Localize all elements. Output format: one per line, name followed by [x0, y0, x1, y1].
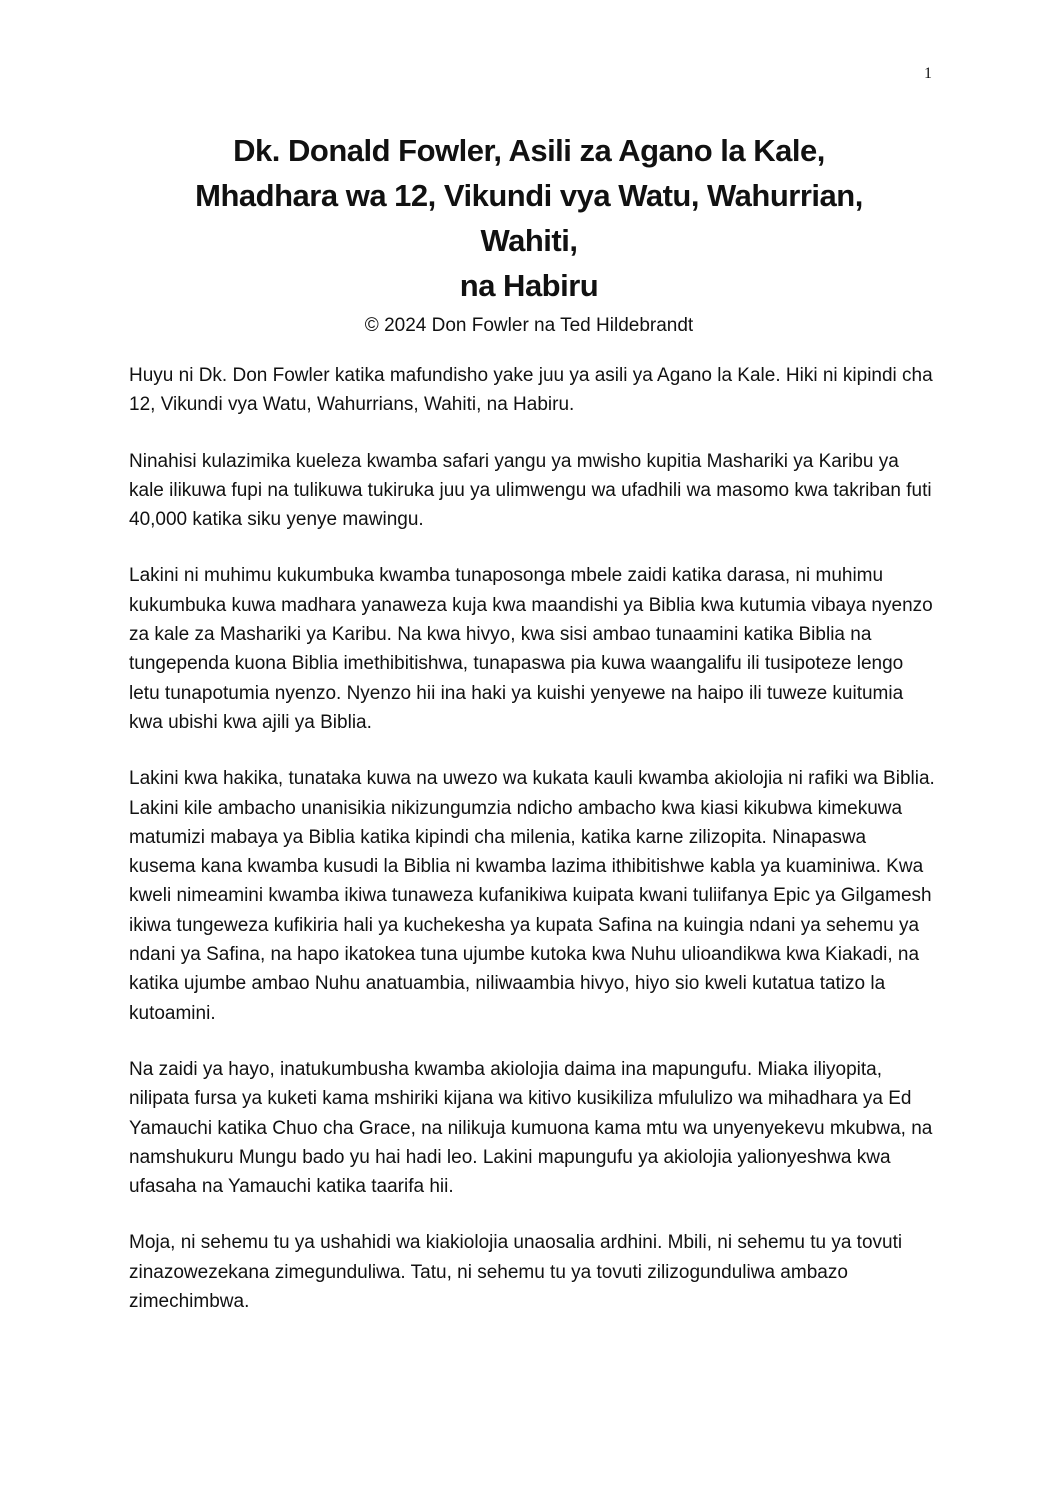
title-line-4: na Habiru: [459, 268, 599, 303]
document-header: [100, 128, 958, 338]
page-number: 1: [924, 65, 932, 82]
paragraph: Lakini kwa hakika, tunataka kuwa na uwezo wa kukata kauli kwamba akiolojia ni rafiki wa Biblia. Lakini kile ambacho unanisikia nikizungumzia ndicho ambacho kwa kiasi kikubwa kimekuwa matumizi mabaya ya Biblia katika kipindi cha milenia, katika karne zilizopita. Ninapaswa kusema kana kwamba kusudi la Biblia ni kwamba lazima ithibitishwe kabla ya kuaminiwa. Kwa kweli nimeamini kwamba ikiwa tunaweza kufanikiwa kuipata kwani tuliifanya Epic ya Gilgamesh ikiwa tungeweza kufikiria hali ya kuchekesha ya kupata Safina na kuingia ndani ya sehemu ya ndani ya Safina, na hapo ikatokea tuna ujumbe kutoka kwa Nuhu ulioandikwa kwa Kiakadi, na katika ujumbe ambao Nuhu anatuambia, niliwaambia hivyo, hiyo sio kweli kutatua tatizo la kutoamini.: [129, 768, 935, 1024]
paragraph: Huyu ni Dk. Don Fowler katika mafundisho yake juu ya asili ya Agano la Kale. Hiki ni kipindi cha 12, Vikundi vya Watu, Wahurrians, Wahiti, na Habiru.: [129, 365, 933, 416]
title-line-1: Dk. Donald Fowler, Asili za Agano la Kale,: [233, 133, 825, 168]
paragraph: Na zaidi ya hayo, inatukumbusha kwamba akiolojia daima ina mapungufu. Miaka iliyopita, nilipata fursa ya kuketi kama mshiriki kijana wa kitivo kusikiliza mfululizo wa mihadhara ya Ed Yamauchi katika Chuo cha Grace, na nilikuja kumuona kama mtu wa unyenyekevu mkubwa, na namshukuru Mungu bado yu hai hadi leo. Lakini mapungufu ya akiolojia yalionyeshwa kwa ufasaha na Yamauchi katika taarifa hii.: [129, 1058, 933, 1198]
title-line-3: Wahiti,: [480, 223, 578, 258]
paragraph: Lakini ni muhimu kukumbuka kwamba tunaposonga mbele zaidi katika darasa, ni muhimu kukumbuka kuwa madhara yanaweza kuja kwa maandishi ya Biblia kwa kutumia vibaya nyenzo za kale za Mashariki ya Karibu. Na kwa hivyo, kwa sisi ambao tunaamini katika Biblia na tungependa kuona Biblia imethibitishwa, tunapaswa pia kuwa waangalifu ili tusipoteze lengo letu tunapotumia nyenzo. Nyenzo hii ina haki ya kuishi yenyewe na haipo ili tuweze kuitumia kwa ubishi kwa ajili ya Biblia.: [129, 565, 933, 733]
paragraph: Ninahisi kulazimika kueleza kwamba safari yangu ya mwisho kupitia Mashariki ya Karibu ya kale ilikuwa fupi na tulikuwa tukiruka juu ya ulimwengu wa ufadhili wa masomo kwa takriban futi 40,000 katika siku yenye mawingu.: [129, 450, 932, 531]
paragraph: Moja, ni sehemu tu ya ushahidi wa kiakiolojia unaosalia ardhini. Mbili, ni sehemu tu ya tovuti zinazowezekana zimegunduliwa. Tatu, ni sehemu tu ya tovuti zilizogunduliwa ambazo zimechimbwa.: [129, 1232, 903, 1313]
document-body: [129, 361, 935, 1343]
title-line-2: Mhadhara wa 12, Vikundi vya Watu, Wahurrian,: [195, 178, 863, 213]
copyright-notice: © 2024 Don Fowler na Ted Hildebrandt: [364, 315, 694, 336]
